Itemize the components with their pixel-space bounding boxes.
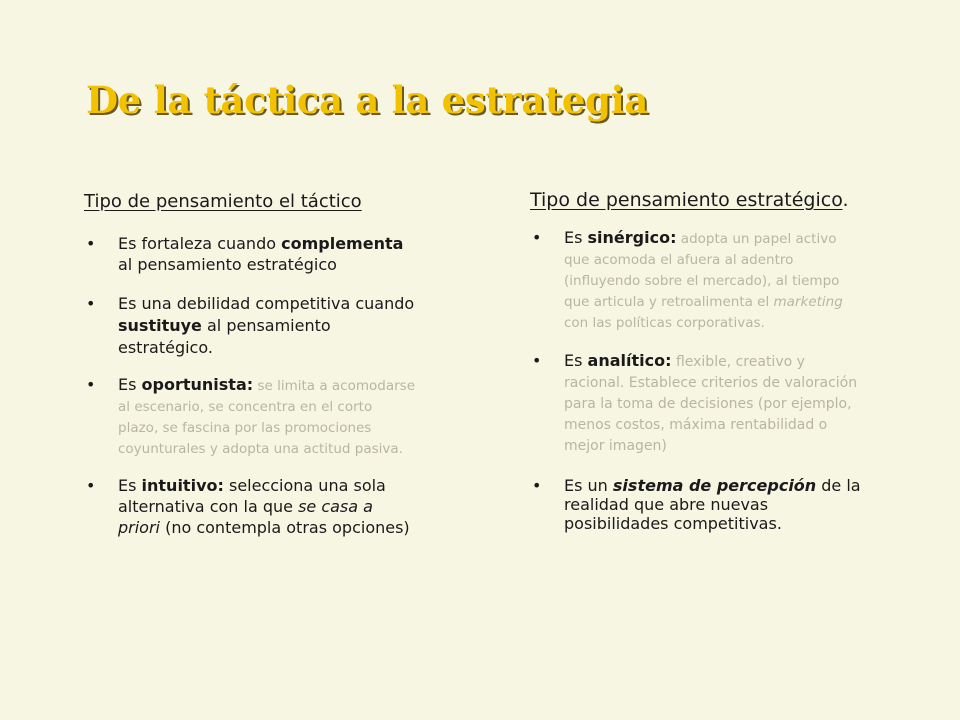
bullet-icon: • bbox=[532, 476, 542, 495]
right-heading bbox=[530, 189, 849, 211]
bullet-icon: • bbox=[86, 234, 96, 253]
item-colon: : bbox=[665, 351, 672, 370]
item-description-line: adopta un papel activo bbox=[676, 231, 837, 247]
item-emphasis: sustituye bbox=[118, 316, 202, 335]
item-description-line: coyunturales y adopta una actitud pasiva. bbox=[118, 441, 403, 457]
item-text: al pensamiento bbox=[201, 316, 331, 335]
item-description-line: para la toma de decisiones (por ejemplo, bbox=[564, 396, 852, 412]
item-description-line: (influyendo sobre el mercado), al tiempo bbox=[564, 273, 840, 289]
item-emphasis: complementa bbox=[281, 234, 404, 253]
item-description-line: mejor imagen) bbox=[564, 438, 667, 454]
left-bullet-list bbox=[84, 233, 484, 538]
item-text-line: al pensamiento estratégico bbox=[118, 255, 337, 274]
item-colon: : bbox=[246, 375, 254, 394]
bullet-icon: • bbox=[86, 476, 96, 495]
list-item bbox=[530, 476, 930, 533]
item-text-line: Es una debilidad competitiva cuando bbox=[118, 294, 415, 313]
item-italic: priori bbox=[118, 518, 160, 537]
item-italic: marketing bbox=[773, 294, 843, 310]
item-text: Es bbox=[564, 351, 588, 370]
item-text: Es fortaleza cuando bbox=[118, 234, 282, 253]
left-heading-text: Tipo de pensamiento el táctico bbox=[84, 191, 362, 212]
item-emphasis: analítico bbox=[587, 351, 666, 370]
item-description-line: plazo, se fascina por las promociones bbox=[118, 420, 372, 436]
item-text-line: realidad que abre nuevas bbox=[564, 495, 769, 514]
right-bullet-list bbox=[530, 228, 930, 533]
bullet-icon: • bbox=[532, 351, 542, 370]
item-text: alternativa con la que bbox=[118, 497, 299, 516]
list-item bbox=[530, 228, 930, 333]
bullet-icon: • bbox=[86, 375, 96, 394]
item-colon: : bbox=[670, 228, 677, 247]
item-text: (no contempla otras opciones) bbox=[160, 518, 410, 537]
slide-title: De la táctica a la estrategia bbox=[86, 78, 649, 122]
item-emphasis: sistema de percepción bbox=[612, 476, 817, 495]
item-emphasis: sinérgico bbox=[587, 228, 671, 247]
list-item bbox=[84, 293, 484, 359]
item-description-line: flexible, creativo y bbox=[671, 354, 805, 370]
item-colon: : bbox=[217, 476, 224, 495]
bullet-icon: • bbox=[532, 228, 542, 247]
item-description-line: se limita a acomodarse bbox=[253, 378, 415, 394]
item-description-line: al escenario, se concentra en el corto bbox=[118, 399, 373, 415]
item-description-line: que articula y retroalimenta el bbox=[564, 294, 774, 310]
left-heading bbox=[84, 191, 362, 212]
list-item bbox=[84, 233, 484, 275]
item-description-line: que acomoda el afuera al adentro bbox=[564, 252, 794, 268]
item-text: Es bbox=[564, 228, 588, 247]
item-emphasis: intuitivo bbox=[141, 476, 218, 495]
item-text: Es bbox=[118, 375, 142, 394]
item-italic: se casa a bbox=[298, 497, 373, 516]
item-description-line: con las políticas corporativas. bbox=[564, 315, 765, 331]
right-heading-period: . bbox=[842, 189, 849, 211]
item-text: Es bbox=[118, 476, 142, 495]
bullet-icon: • bbox=[86, 294, 96, 313]
right-heading-text: Tipo de pensamiento estratégico bbox=[530, 189, 843, 211]
item-description-line: menos costos, máxima rentabilidad o bbox=[564, 417, 828, 433]
item-text-line: posibilidades competitivas. bbox=[564, 514, 782, 533]
item-text: Es un bbox=[564, 476, 613, 495]
item-text-line: estratégico. bbox=[118, 338, 213, 357]
list-item bbox=[84, 475, 484, 538]
list-item bbox=[84, 375, 484, 459]
item-text: selecciona una sola bbox=[223, 476, 386, 495]
item-emphasis: oportunista bbox=[141, 375, 247, 394]
item-text: de la bbox=[816, 476, 861, 495]
item-description-line: racional. Establece criterios de valoración bbox=[564, 375, 858, 391]
list-item bbox=[530, 351, 930, 456]
